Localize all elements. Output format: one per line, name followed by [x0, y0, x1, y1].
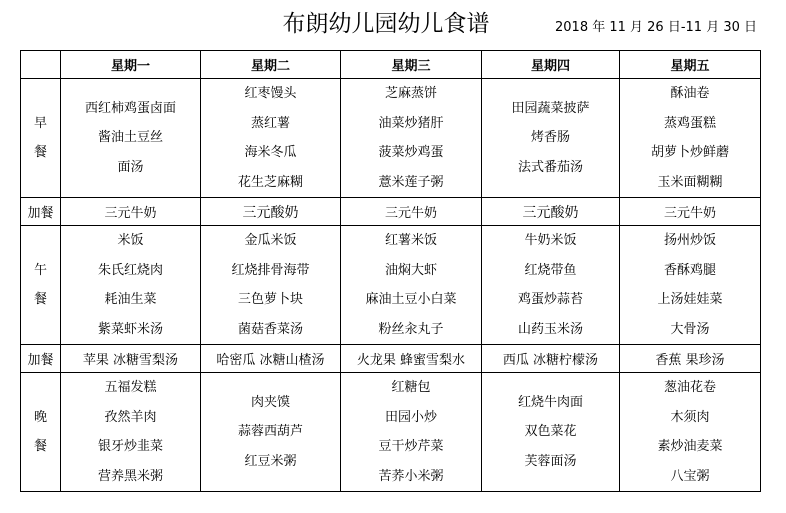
dish: 酥油卷 — [670, 86, 710, 101]
dish: 耗油生菜 — [104, 292, 157, 307]
afternoon-snack-friday: 香蕉 果珍汤 — [620, 345, 761, 373]
dish: 红豆米粥 — [244, 453, 297, 469]
dinner-label-char: 餐 — [33, 439, 47, 454]
corner-cell — [21, 51, 61, 79]
dish: 鸡蛋炒蒜苔 — [517, 292, 583, 307]
dish: 大骨汤 — [670, 321, 710, 337]
dish: 菌菇香菜汤 — [237, 321, 303, 337]
dish: 木须肉 — [670, 409, 710, 425]
dish: 油菜炒猪肝 — [378, 115, 444, 131]
dish: 葱油花卷 — [663, 380, 716, 395]
afternoon-snack-wednesday: 火龙果 蜂蜜雪梨水 — [341, 345, 482, 373]
dish: 扬州炒饭 — [663, 233, 716, 248]
dish: 金瓜米饭 — [244, 233, 297, 248]
afternoon-snack-label: 加餐 — [21, 345, 61, 373]
lunch-row — [21, 226, 761, 345]
breakfast-monday — [61, 79, 201, 198]
dish: 田园蔬菜披萨 — [511, 100, 590, 116]
morning-snack-wednesday: 三元牛奶 — [341, 198, 482, 226]
page-header — [0, 0, 786, 48]
lunch-friday — [620, 226, 761, 345]
day-header-wednesday: 星期三 — [341, 51, 482, 79]
morning-snack-tuesday: 三元酸奶 — [201, 198, 341, 226]
dish: 胡萝卜炒鲜蘑 — [650, 145, 729, 160]
dinner-tuesday — [201, 373, 341, 492]
day-header-row — [21, 51, 761, 79]
day-header-tuesday: 星期二 — [201, 51, 341, 79]
dish: 红薯米饭 — [384, 233, 437, 248]
dish: 苦荞小米粥 — [378, 468, 444, 484]
dish: 菠菜炒鸡蛋 — [378, 145, 444, 160]
lunch-label — [21, 226, 61, 345]
breakfast-label-char: 早 — [33, 116, 47, 131]
dish: 薏米莲子粥 — [378, 174, 444, 190]
morning-snack-thursday: 三元酸奶 — [482, 198, 620, 226]
dish: 面汤 — [117, 159, 144, 175]
dinner-row — [21, 373, 761, 492]
dish: 法式番茄汤 — [517, 159, 583, 175]
breakfast-label-char: 餐 — [33, 145, 47, 160]
dish: 麻油土豆小白菜 — [365, 292, 457, 307]
dish: 八宝粥 — [670, 468, 710, 484]
breakfast-friday — [620, 79, 761, 198]
breakfast-tuesday — [201, 79, 341, 198]
dish: 芝麻蒸饼 — [384, 86, 437, 101]
dinner-label-char: 晚 — [33, 410, 47, 425]
morning-snack-row — [21, 198, 761, 226]
dinner-friday — [620, 373, 761, 492]
afternoon-snack-thursday: 西瓜 冰糖柠檬汤 — [482, 345, 620, 373]
dish: 蒸鸡蛋糕 — [663, 115, 716, 131]
lunch-wednesday — [341, 226, 482, 345]
morning-snack-friday: 三元牛奶 — [620, 198, 761, 226]
dish: 花生芝麻糊 — [237, 174, 303, 190]
dinner-wednesday — [341, 373, 482, 492]
dish: 粉丝汆丸子 — [378, 321, 444, 337]
afternoon-snack-row — [21, 345, 761, 373]
dish: 牛奶米饭 — [524, 233, 577, 248]
dish: 双色菜花 — [524, 424, 577, 440]
dish: 酱油土豆丝 — [97, 130, 163, 146]
dish: 芙蓉面汤 — [524, 453, 577, 469]
dish: 红烧带鱼 — [524, 262, 577, 278]
lunch-label-char: 午 — [33, 263, 47, 278]
menu-table — [20, 50, 761, 492]
afternoon-snack-monday: 苹果 冰糖雪梨汤 — [61, 345, 201, 373]
dish: 肉夹馍 — [250, 394, 290, 410]
day-header-friday: 星期五 — [620, 51, 761, 79]
dish: 五福发糕 — [104, 380, 157, 395]
dish: 海米冬瓜 — [244, 145, 297, 160]
dish: 玉米面糊糊 — [657, 174, 723, 190]
dish: 朱氏红烧肉 — [97, 262, 163, 278]
day-header-monday: 星期一 — [61, 51, 201, 79]
dish: 营养黑米粥 — [97, 468, 163, 484]
dish: 香酥鸡腿 — [663, 262, 716, 278]
dish: 豆干炒芹菜 — [378, 439, 444, 454]
date-range: 2018 年 11 月 26 日-11 月 30 日 — [555, 20, 758, 35]
dish: 银牙炒韭菜 — [97, 439, 163, 454]
breakfast-label — [21, 79, 61, 198]
lunch-tuesday — [201, 226, 341, 345]
dish: 上汤娃娃菜 — [657, 292, 723, 307]
dish: 烤香肠 — [530, 130, 570, 146]
dish: 红枣馒头 — [244, 86, 297, 101]
dish: 紫菜虾米汤 — [97, 321, 163, 337]
lunch-label-char: 餐 — [33, 292, 47, 307]
dish: 山药玉米汤 — [517, 321, 583, 337]
lunch-thursday — [482, 226, 620, 345]
dish: 红烧排骨海带 — [231, 262, 310, 278]
lunch-monday — [61, 226, 201, 345]
page-title: 布朗幼儿园幼儿食谱 — [282, 11, 490, 37]
day-header-thursday: 星期四 — [482, 51, 620, 79]
breakfast-thursday — [482, 79, 620, 198]
breakfast-row — [21, 79, 761, 198]
dish: 红烧牛肉面 — [517, 394, 583, 410]
dish: 油焖大虾 — [384, 262, 437, 278]
dish: 三色萝卜块 — [237, 292, 303, 307]
dinner-label — [21, 373, 61, 492]
dinner-monday — [61, 373, 201, 492]
dish: 田园小炒 — [384, 409, 437, 425]
dish: 蒜蓉西葫芦 — [237, 424, 303, 440]
dish: 米饭 — [117, 233, 144, 248]
dish: 素炒油麦菜 — [657, 439, 723, 454]
morning-snack-label: 加餐 — [21, 198, 61, 226]
dish: 孜然羊肉 — [104, 409, 157, 425]
dish: 红糖包 — [391, 380, 431, 395]
dinner-thursday — [482, 373, 620, 492]
afternoon-snack-tuesday: 哈密瓜 冰糖山楂汤 — [201, 345, 341, 373]
morning-snack-monday: 三元牛奶 — [61, 198, 201, 226]
breakfast-wednesday — [341, 79, 482, 198]
dish: 西红柿鸡蛋卤面 — [84, 100, 176, 116]
dish: 蒸红薯 — [250, 115, 290, 131]
